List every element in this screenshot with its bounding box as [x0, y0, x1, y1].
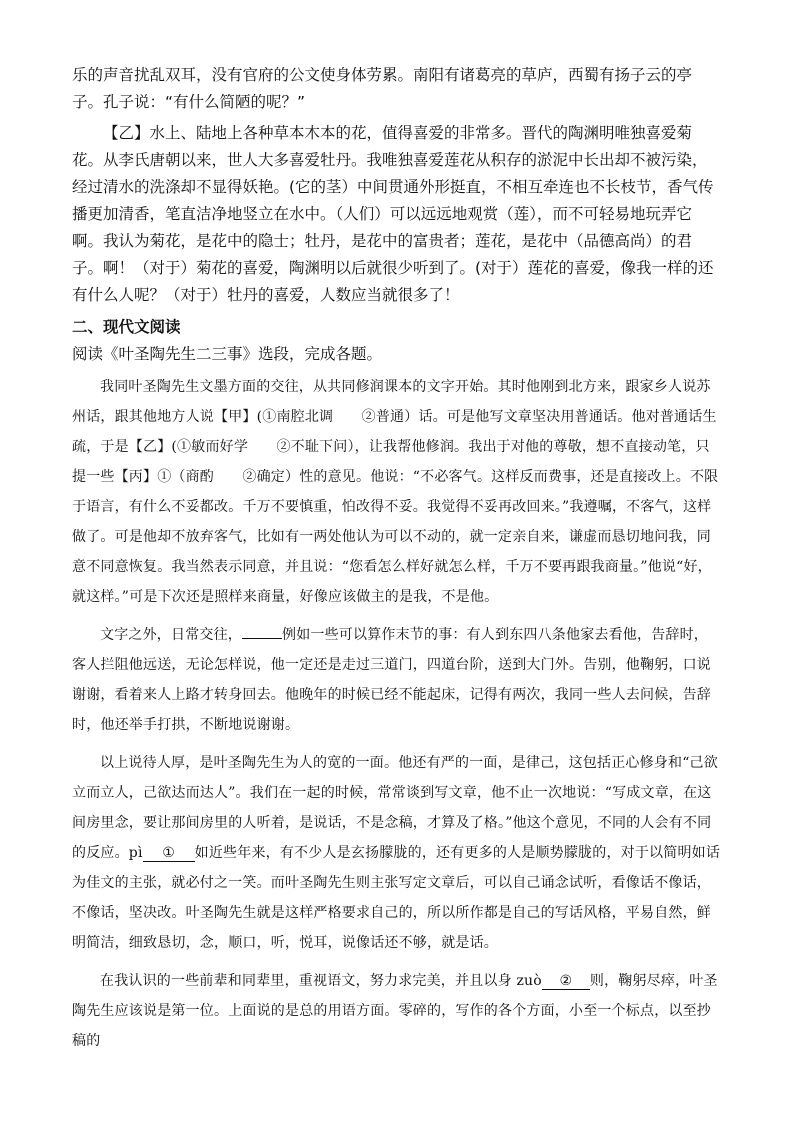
paragraph-2-text-after: 例如一些可以算作末节的事：有人到东四八条他家去看他，告辞时，客人拦阻他远送，无论怎样说，他一定还是走过三道门，四道台阶，送到大门外。告别，他鞠躬，口说谢谢，看着来人上路才转身回去。他晚年的时候已经不能起床，记得有两次，我同一些人去问候，告辞时，他还举手打拱，不断地说谢谢。: [72, 627, 711, 733]
translation-continuation: 乐的声音扰乱双耳，没有官府的公文使身体劳累。南阳有诸葛亮的草庐，西蜀有扬子云的亭子。孔子说：“有什么简陋的呢？”: [72, 66, 693, 111]
fill-in-blank-1[interactable]: ①: [143, 845, 195, 862]
paragraph-3-text-after: 如近些年来，有不少人是玄扬朦胧的，还有更多的人是顺势朦胧的，对于以简明如话为佳文的主张，就必付之一笑。而叶圣陶先生则主张写定文章后，可以自己诵念试听，看像话不像话，不像话，坚决改。叶圣陶先生就是这样严格要求自己的，所以所作都是自己的写话风格，平易自然，鲜明简洁，细致恳切，念，顺口，听，悦耳，说像话还不够，就是话。: [72, 845, 721, 951]
paragraph-4-text-after: 则，鞠躬尽瘁，叶圣陶先生应该说是第一位。上面说的是总的用语方面。零碎的，写作的各个方面，小至一个标点，以至抄稿的: [72, 973, 718, 1049]
reading-instruction: 阅读《叶圣陶先生二三事》选段，完成各题。: [72, 345, 383, 363]
article-paragraph-1: 我同叶圣陶先生文墨方面的交往，从共同修润课本的文字开始。其时他刚到北方来，跟家乡人说苏州话，跟其他地方人说【甲】(①南腔北调 ②普通）话。可是他写文章坚决用普通话。他对普通话生疏，于是【乙】(①敏而好学 ②不耻下问），让我帮他修润。我出于对他的尊敬，想不直接动笔，只提一些【丙】①（商酌 ②确定）性的意见。他说：“不必客气。这样反而费事，还是直接改上。不限于语言，有什么不妥都改。千万不要慎重，怕改得不妥。我觉得不妥再改回来。”我遵嘱，不客气，这样做了。可是他却不放弃客气，比如有一两处他认为可以不动的，就一定亲自来，谦虚而恳切地问我，同意不同意恢复。我当然表示同意，并且说：“您看怎么样好就怎么样，千万不要再跟我商量。”他说“好，就这样。”可是下次还是照样来商量，好像应该做主的是我，不是他。: [72, 379, 719, 605]
paragraph-3-text-before: 以上说待人厚，是叶圣陶先生为人的宽的一面。他还有严的一面，是律己，这包括正心修身和“己欲立而立人，己欲达而达人”。我们在一起的时候，常常谈到写文章，他不止一次地说：“写成文章，在这间房里念，要让那间房里的人听着，是说话，不是念稿，才算及了格。”他这个意见，不同的人会有不同的反应。pì: [72, 755, 718, 861]
paragraph-2-text-before: 文字之外，日常交往，: [100, 627, 242, 643]
section-heading: 二、现代文阅读: [72, 318, 181, 336]
article-paragraph-3: [72, 748, 722, 958]
article-paragraph-2: [72, 620, 722, 740]
article-paragraph-4: [72, 966, 722, 1056]
translation-yi-paragraph: 【乙】水上、陆地上各种草本木本的花，值得喜爱的非常多。晋代的陶渊明唯独喜爱菊花。从李氏唐朝以来，世人大多喜爱牡丹。我唯独喜爱莲花从积存的淤泥中长出却不被污染，经过清水的洗涤却不显得妖艳。(它的茎）中间贯通外形挺直，不相互牵连也不长枝节，香气传播更加清香，笔直洁净地竖立在水中。（人们）可以远远地观赏（莲），而不可轻易地玩弄它啊。我认为菊花，是花中的隐士；牡丹，是花中的富贵者；莲花，是花中（品德高尚）的君子。啊！（对于）菊花的喜爱，陶渊明以后就很少听到了。(对于）莲花的喜爱，像我一样的还有什么人呢？（对于）牡丹的喜爱，人数应当就很多了！: [72, 124, 714, 304]
document-page: [72, 62, 722, 1056]
paragraph-4-text-before: 在我认识的一些前辈和同辈里，重视语文，努力求完美，并且以身 zuò: [100, 973, 542, 989]
fill-in-blank-2[interactable]: ②: [542, 973, 590, 990]
fill-in-blank[interactable]: [242, 638, 282, 639]
